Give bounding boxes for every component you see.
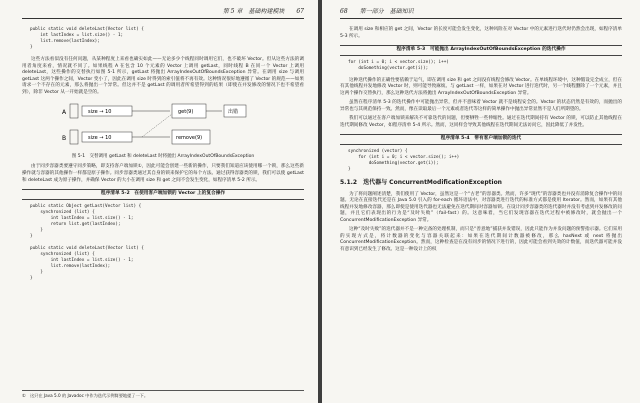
code-line: for (int i = 0; i < vector.size(); i++) xyxy=(348,59,449,65)
code-line: synchronized (list) { xyxy=(30,251,95,257)
code-line: } xyxy=(30,45,33,50)
code-line: int lastIndex = list.size() - 1; xyxy=(30,215,134,221)
code-line: } xyxy=(30,275,33,281)
box-size-a-label: size → 10 xyxy=(88,109,112,116)
paragraph: 虽然在程序清单 5-3 的迭代操作中可能抛出异常，但并不意味着 Vector 就不是线程安全的。Vector 的状态仍然是有效的，而抛出的异常也与其规范保持一致。然而，像在读取最后一个元素或者迭代等这样的简单操作中抛出异常显然不是人们所期望的。 xyxy=(340,100,622,112)
section-title: 迭代器与 ConcurrentModificationException xyxy=(363,178,502,186)
listing-title-5-4: 程序清单 5-4 带有客户端加锁的迭代 xyxy=(340,134,622,145)
listing-title-5-3: 程序清单 5-3 可能抛出 ArrayIndexOutOfBoundsException 的迭代操作 xyxy=(340,45,622,56)
left-header-title: 第 5 章 基础构建模块 67 xyxy=(222,8,304,15)
section-heading xyxy=(340,179,622,188)
paragraph: 这些方法看似没有任何问题，从某种程度上来看也确实如此——无论多少个线程同时调用它们，也不破坏 Vector。但从这些方法的调用者角度来看，情况就不同了。如果线程 A 在包含 10 个元素的 Vector 上调用 getLast，同时线程 B 在同一个 Vector 上调用 deleteLast，这些操作的交替执行如图 5-1 所示，getLast 将抛出 ArrayIndexOutOfBoundsException 异常。在调用 size 与调用 getLast 这两个操作之间，Vector 变小了，因此在调用 size 时得到的索引值将不再有效。这种情况很好地遵循了 Vector 的规范——如果请求一个不存在的元素，那么将抛出一个异常。但这并不是 getLast 的调用者所希望得到的结果（即使在并发修改的情况下也不希望看到），除非 Vector 从一开始就是空的。 xyxy=(22,57,304,95)
code-block-listing-5-2 xyxy=(30,204,304,282)
code-line: } xyxy=(30,233,33,239)
code-line: list.remove(lastIndex); xyxy=(30,263,111,269)
code-line: } xyxy=(348,166,351,172)
footnote: ① 这只在 Java 5.0 的 Javadoc 中作为迭代示例简要地提了一下。 xyxy=(22,390,304,399)
right-header-title: 68 第一部分 基础知识 xyxy=(340,8,414,15)
paragraph: 我们可以通过在客户端加锁来解决不可靠迭代的问题，但要牺牲一些伸缩性。通过在迭代期间持有 Vector 的锁，可以防止其他线程在迭代期间修改 Vector，如程序清单 5-4 所示。然而，这同样会导致其他线程在迭代期间无法访问它，因此降低了并发性。 xyxy=(340,116,622,128)
code-line: } xyxy=(30,227,43,233)
box-error-label: 出错 xyxy=(228,109,239,116)
code-line: public static void deleteLast(Vector list) { xyxy=(30,245,144,251)
code-line: list.remove(lastIndex); xyxy=(30,39,100,44)
code-line: int lastIndex = list.size() - 1; xyxy=(30,257,134,263)
code-block-listing-5-4 xyxy=(348,149,622,173)
code-line: return list.get(lastIndex); xyxy=(30,221,121,227)
figure-5-1 xyxy=(22,100,304,152)
code-line: } xyxy=(30,269,43,275)
left-page-number: 67 xyxy=(296,8,304,15)
figure-diagram xyxy=(22,100,304,152)
code-line: synchronized (list) { xyxy=(30,209,95,215)
right-page-number: 68 xyxy=(340,8,348,15)
thread-b-lane xyxy=(70,130,78,144)
paragraph: 由于同步容器类要遵守同步策略，即支持客户端加锁①，因此可能会创建一些新的操作，只要我们知道应该使用哪一个锁，那么这些新操作就与容器的其他操作一样都是原子操作。同步容器类通过其自身的锁来保护它的每个方法。通过获得容器类的锁，我们可以使 getLast 和 deleteLast 成为原子操作，并确保 Vector 的大小在调用 size 和 get 之间不会发生变化，如程序清单 5-2 所示。 xyxy=(22,164,304,183)
paragraph: 在调用 size 和相应的 get 之间，Vector 的长度可能会发生变化，这种风险在对 Vector 中的元素进行迭代时仍然会出现，如程序清单 5-3 所示。 xyxy=(340,27,622,39)
code-line: public static Object getLast(Vector list) { xyxy=(30,203,142,209)
code-line: doSomething(vector.get(i)); xyxy=(348,65,429,71)
box-size-b-label: size → 10 xyxy=(88,135,112,142)
code-line: int lastIndex = list.size() - 1; xyxy=(30,33,124,38)
left-page xyxy=(0,0,318,403)
code-line: public static void deleteLast(Vector list) { xyxy=(30,27,144,32)
right-page-header xyxy=(340,6,622,19)
interleave-arrow xyxy=(142,114,172,137)
thread-a-label: A xyxy=(62,109,67,117)
box-get-a-label: get(9) xyxy=(178,109,194,116)
code-line: for (int i = 0; i < vector.size(); i++) xyxy=(348,154,460,160)
paragraph: 这种“及时失败”的迭代器并不是一种完备的处理机制，而只是“善意地”捕获并发错误，因此只能作为并发问题的预警指示器。它们采用的实现方式是，将计数器的变化与容器关联起来：如果在迭代期间计数器被修改，那么 hasNext 或 next 将抛出 ConcurrentModificationException。然而，这种检查是在没有同步的情况下进行的，因此可能会看到失效的计数值，而迭代器可能并没有意识到已经发生了修改。这是一种设计上的权 xyxy=(340,227,622,252)
paragraph: 为了将问题阐述清楚，我们使用了 Vector，虽然这是一个“古老”的容器类。然而，许多“现代”的容器类也并没有消除复合操作中的问题。无论在直接迭代还是在 Java 5.0 引入的 for-each 循环语法中，对容器类进行迭代的标准方式都是使用 Iterator。然而，如果有其他线程并发地修改容器，那么即使是使用迭代器也无法避免在迭代期间对容器加锁。在设计同步容器类的迭代器时并没有考虑到并发修改的问题，并且它们表现出的行为是“及时失败”（fail-fast）的。这意味着，当它们发现容器在迭代过程中被修改时，就会抛出一个 ConcurrentModificationException 异常。 xyxy=(340,191,622,223)
thread-b-label: B xyxy=(62,135,67,143)
right-page xyxy=(322,0,640,403)
paragraph: 这种迭代操作的正确性要依赖于运气，即在调用 size 和 get 之间没有线程会修改 Vector。在单线程环境中，这种假设完全成立，但在有其他线程并发地修改 Vector 时，则可能导致麻烦。与 getLast 一样，如果在对 Vector 进行迭代时，另一个线程删除了一个元素，并且这两个操作交替执行，那么这种迭代方法将抛出 ArrayIndexOutOfBoundsException 异常。 xyxy=(340,77,622,96)
figure-caption: 图 5-1 交替调用 getLast 和 deleteLast 时将抛出 ArrayIndexOutOfBoundsException xyxy=(71,154,255,160)
left-page-header xyxy=(22,6,304,19)
listing-title-5-2: 程序清单 5-2 在使用客户端加锁的 Vector 上的复合操作 xyxy=(22,189,304,200)
section-number: 5.1.2 xyxy=(340,178,358,186)
code-block-listing-5-3 xyxy=(348,60,622,72)
box-remove-b-label: remove(9) xyxy=(176,135,203,142)
code-block-deletelast-top xyxy=(30,27,304,51)
code-line: synchronized (vector) { xyxy=(348,148,408,154)
code-line: doSomething(vector.get(i)); xyxy=(348,160,439,166)
thread-a-lane xyxy=(70,104,78,118)
